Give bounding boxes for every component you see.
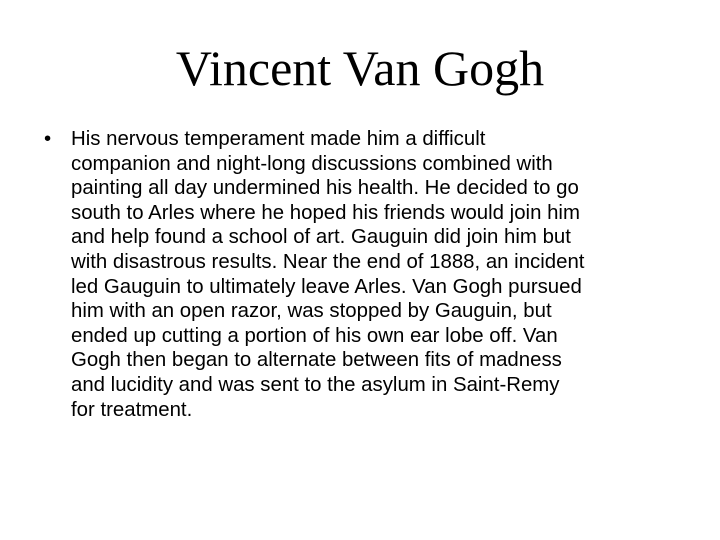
bullet-line: ended up cutting a portion of his own ear lobe off. Van	[71, 324, 558, 347]
bullet-line: painting all day undermined his health. He decided to go	[71, 177, 579, 200]
bullet-line: companion and night-long discussions combined with	[71, 152, 553, 175]
bullet-list	[44, 127, 684, 422]
bullet-line: His nervous temperament made him a difficult	[71, 128, 486, 150]
bullet-line: south to Arles where he hoped his friends would join him	[71, 201, 580, 224]
bullet-line: and lucidity and was sent to the asylum in Saint-Remy	[71, 373, 560, 396]
bullet-line: for treatment.	[71, 398, 193, 421]
bullet-line: and help found a school of art. Gauguin did join him but	[71, 226, 571, 249]
bullet-dot-icon: •	[44, 128, 52, 150]
bullet-line: him with an open razor, was stopped by Gauguin, but	[71, 300, 552, 323]
bullet-text	[71, 127, 684, 422]
bullet-line: Gogh then began to alternate between fits of madness	[71, 349, 562, 372]
slide-title: Vincent Van Gogh	[175, 40, 545, 96]
bullet-line: with disastrous results. Near the end of 1888, an incident	[71, 250, 585, 273]
bullet-line: led Gauguin to ultimately leave Arles. Van Gogh pursued	[71, 275, 582, 298]
bullet-item	[44, 127, 684, 422]
